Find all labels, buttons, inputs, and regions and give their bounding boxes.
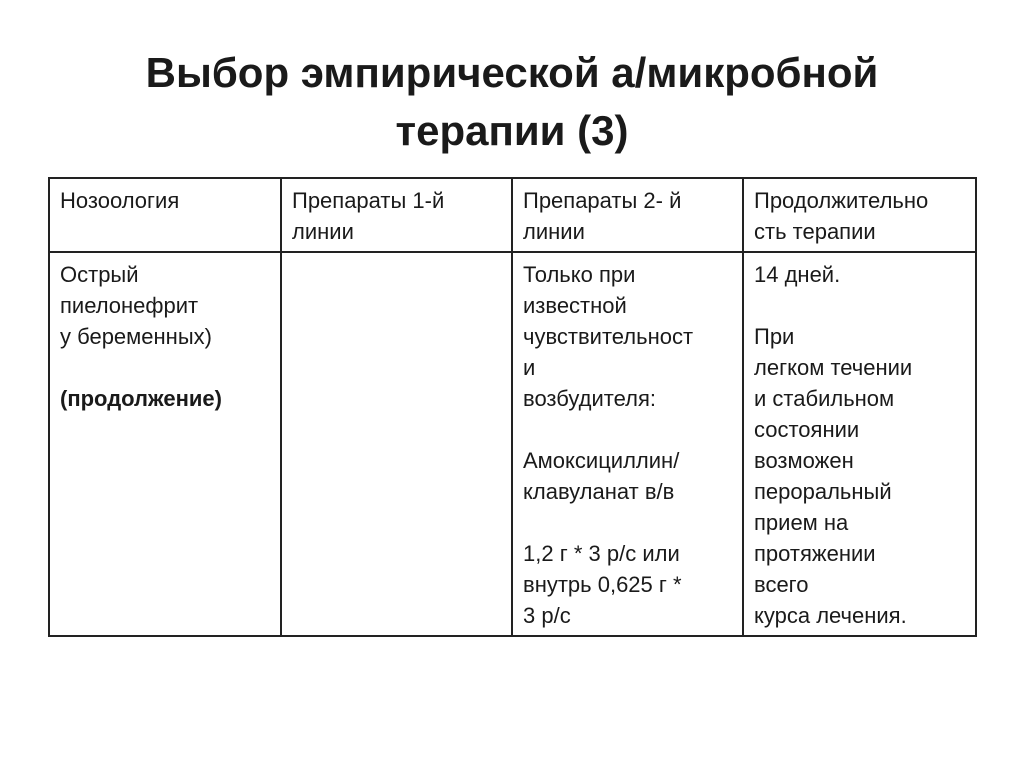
nosology-continuation-note: (продолжение) [60,386,222,411]
header-first-line-drugs: Препараты 1-й линии [281,178,512,252]
header-second-line-drugs: Препараты 2- й линии [512,178,743,252]
cell-duration: 14 дней. При легком течении и стабильном состоянии возможен пероральный прием на протяжении всего курса лечения. [743,252,976,636]
cell-first-line-drugs [281,252,512,636]
therapy-table [48,177,977,637]
nosology-text: Острый пиелонефрит у беременных) [60,262,212,349]
slide-title-line-1: Выбор эмпирической а/микробной [145,49,879,96]
table-row [49,252,976,636]
slide-title [0,44,1024,160]
header-nosology: Нозоология [49,178,281,252]
cell-second-line-drugs: Только при известной чувствительност и возбудителя: Амоксициллин/ клавуланат в/в 1,2 г * 3 р/с или внутрь 0,625 г * 3 р/с [512,252,743,636]
cell-nosology [49,252,281,636]
table-header-row [49,178,976,252]
slide-title-line-2: терапии (3) [395,107,629,154]
header-duration: Продолжительно сть терапии [743,178,976,252]
